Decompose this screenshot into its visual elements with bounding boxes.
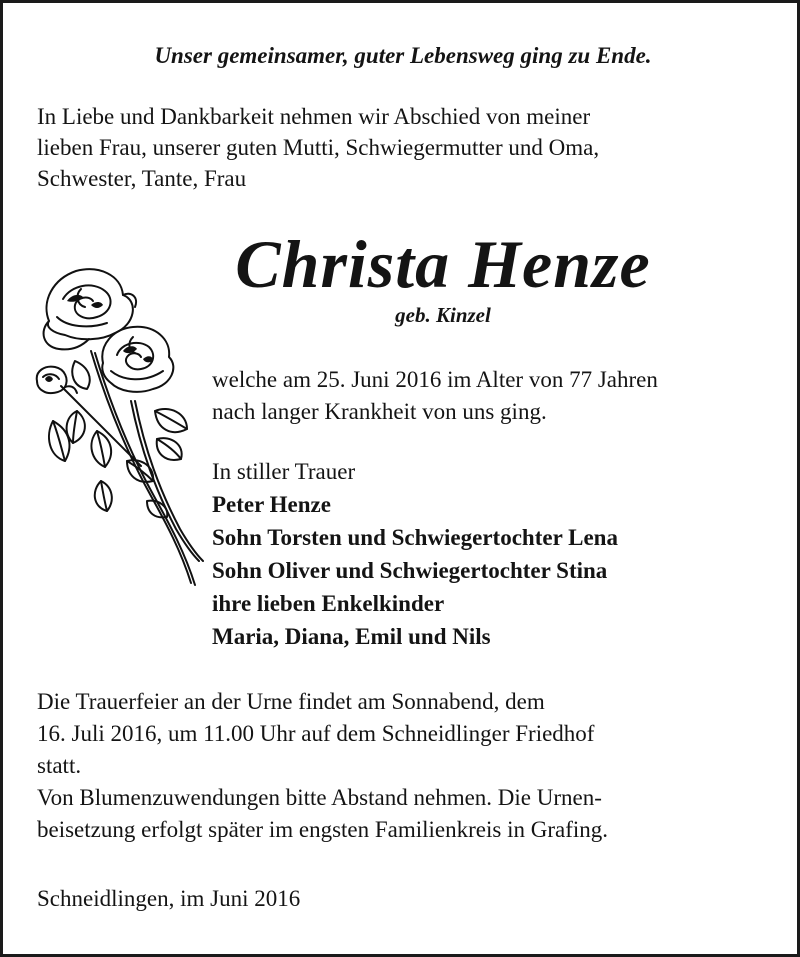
deceased-name: Christa Henze xyxy=(235,226,651,302)
intro-line: In Liebe und Dankbarkeit nehmen wir Abschied von meiner xyxy=(37,104,591,129)
death-notice-line: nach langer Krankheit von uns ging. xyxy=(212,399,547,424)
mourner-name: Peter Henze xyxy=(212,492,331,517)
funeral-paragraph xyxy=(37,686,769,846)
intro-line: Schwester, Tante, Frau xyxy=(37,166,247,191)
funeral-line: 16. Juli 2016, um 11.00 Uhr auf dem Schneidlinger Friedhof xyxy=(37,721,595,746)
funeral-line: Von Blumenzuwendungen bitte Abstand nehmen. Die Urnen- xyxy=(37,785,602,810)
death-notice-line: welche am 25. Juni 2016 im Alter von 77 Jahren xyxy=(212,367,658,392)
mourner-name: ihre lieben Enkelkinder xyxy=(212,591,445,616)
mourners-heading: In stiller Trauer xyxy=(212,459,356,484)
funeral-line: beisetzung erfolgt später im engsten Familienkreis in Grafing. xyxy=(37,817,609,842)
mourners-block xyxy=(212,455,772,653)
mourner-name: Sohn Oliver und Schwiegertochter Stina xyxy=(212,558,608,583)
funeral-line: statt. xyxy=(37,753,82,778)
intro-line: lieben Frau, unserer guten Mutti, Schwiegermutter und Oma, xyxy=(37,135,600,160)
rose-bouquet-icon xyxy=(31,261,211,591)
mourner-name: Maria, Diana, Emil und Nils xyxy=(212,624,491,649)
place-date: Schneidlingen, im Juni 2016 xyxy=(37,886,301,911)
mourner-name: Sohn Torsten und Schwiegertochter Lena xyxy=(212,525,618,550)
funeral-line: Die Trauerfeier an der Urne findet am Sonnabend, dem xyxy=(37,689,545,714)
motto-line: Unser gemeinsamer, guter Lebensweg ging zu Ende. xyxy=(154,43,652,68)
maiden-name: geb. Kinzel xyxy=(395,303,491,327)
intro-paragraph xyxy=(37,101,769,194)
death-notice xyxy=(212,364,772,428)
